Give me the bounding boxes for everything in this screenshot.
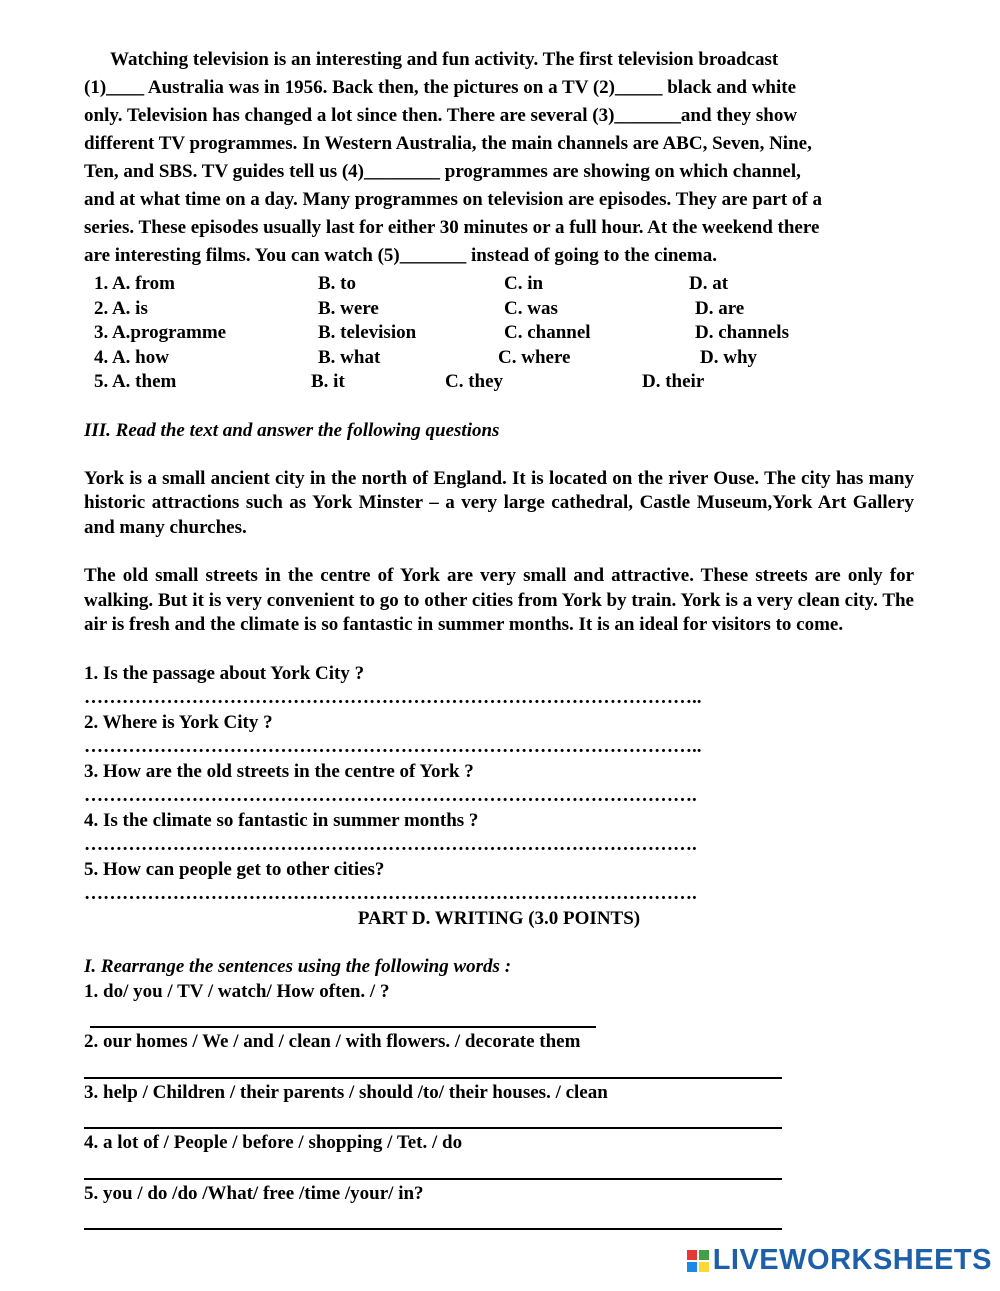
reading2-paragraph-2: The old small streets in the centre of York are very small and attractive. These streets are only for walking. But it is very convenient to go to other cities from York by train. York is a very clean city. The air is fresh and the climate is so fantastic in summer months. It is an ideal for visitors to come. bbox=[84, 565, 914, 635]
writing-answer-line-4[interactable] bbox=[84, 1156, 782, 1180]
question-1: 1. Is the passage about York City ? bbox=[84, 662, 365, 684]
writing-item-3: 3. help / Children / their parents / should /to/ their houses. / clean bbox=[84, 1081, 608, 1103]
answer-line-1[interactable]: …………………………………………………………………………………….. bbox=[84, 687, 702, 708]
option-d[interactable]: D. at bbox=[689, 273, 729, 294]
reading2-heading: III. Read the text and answer the following questions bbox=[84, 419, 500, 441]
liveworksheets-logo bbox=[687, 1244, 992, 1277]
reading1-line: are interesting films. You can watch (5)_______ instead of going to the cinema. bbox=[84, 245, 717, 266]
answer-line-3[interactable]: ……………………………………………………………………………………. bbox=[84, 785, 697, 806]
option-row-1 bbox=[84, 272, 914, 297]
reading1-line: series. These episodes usually last for either 30 minutes or a full hour. At the weekend there bbox=[84, 217, 820, 238]
question-3: 3. How are the old streets in the centre of York ? bbox=[84, 760, 474, 782]
reading1-line: (1)____ Australia was in 1956. Back then, the pictures on a TV (2)_____ black and white bbox=[84, 77, 797, 98]
option-c[interactable]: C. they bbox=[445, 371, 504, 392]
option-d[interactable]: D. channels bbox=[695, 322, 789, 343]
reading1-line: different TV programmes. In Western Australia, the main channels are ABC, Seven, Nine, bbox=[84, 133, 812, 154]
writing-answer-line-1[interactable] bbox=[90, 1004, 596, 1028]
option-row-2 bbox=[84, 297, 914, 322]
option-b[interactable]: B. to bbox=[318, 273, 356, 294]
question-list bbox=[84, 662, 914, 907]
writing-item-2: 2. our homes / We / and / clean / with flowers. / decorate them bbox=[84, 1031, 581, 1052]
option-a[interactable]: 2. A. is bbox=[94, 297, 148, 319]
answer-line-4[interactable]: ……………………………………………………………………………………. bbox=[84, 834, 697, 855]
reading1-line: Watching television is an interesting and fun activity. The first television broadcast bbox=[110, 49, 779, 70]
option-a[interactable]: 5. A. them bbox=[94, 371, 177, 392]
reading1-line: and at what time on a day. Many programmes on television are episodes. They are part of a bbox=[84, 189, 823, 210]
option-d[interactable]: D. are bbox=[695, 297, 745, 319]
option-a[interactable]: 3. A.programme bbox=[94, 322, 227, 343]
option-d[interactable]: D. why bbox=[700, 346, 758, 368]
option-row-4 bbox=[84, 346, 914, 371]
option-c[interactable]: C. in bbox=[504, 273, 544, 294]
writing-heading: I. Rearrange the sentences using the following words : bbox=[84, 956, 512, 977]
option-c[interactable]: C. where bbox=[498, 346, 571, 368]
writing-answer-line-5[interactable] bbox=[84, 1206, 782, 1230]
worksheet-page bbox=[84, 46, 914, 1230]
option-a[interactable]: 1. A. from bbox=[94, 273, 175, 294]
part-d-title: PART D. WRITING (3.0 POINTS) bbox=[357, 907, 641, 929]
question-4: 4. Is the climate so fantastic in summer months ? bbox=[84, 809, 479, 831]
logo-text: LIVEWORKSHEETS bbox=[712, 1244, 992, 1276]
logo-blocks-icon bbox=[687, 1250, 709, 1272]
option-d[interactable]: D. their bbox=[642, 371, 705, 392]
option-row-3 bbox=[84, 321, 914, 346]
option-b[interactable]: B. what bbox=[318, 346, 381, 368]
writing-answer-line-2[interactable] bbox=[84, 1055, 782, 1079]
option-c[interactable]: C. channel bbox=[504, 322, 591, 343]
option-c[interactable]: C. was bbox=[504, 297, 558, 319]
option-row-5 bbox=[84, 370, 914, 395]
writing-answer-line-3[interactable] bbox=[84, 1105, 782, 1129]
writing-item-5: 5. you / do /do /What/ free /time /your/ in? bbox=[84, 1182, 424, 1204]
reading2-paragraph-1: York is a small ancient city in the north of England. It is located on the river Ouse. The city has many historic attractions such as York Minster – a very large cathedral, Castle Museum,York Art Gallery and many churches. bbox=[84, 467, 914, 538]
option-a[interactable]: 4. A. how bbox=[94, 346, 169, 368]
option-b[interactable]: B. were bbox=[318, 297, 379, 319]
answer-line-2[interactable]: …………………………………………………………………………………….. bbox=[84, 736, 702, 757]
options-list bbox=[84, 272, 914, 395]
answer-line-5[interactable]: ……………………………………………………………………………………. bbox=[84, 883, 697, 904]
question-2: 2. Where is York City ? bbox=[84, 711, 273, 733]
reading1-passage bbox=[84, 46, 914, 270]
writing-items bbox=[84, 980, 914, 1231]
question-5: 5. How can people get to other cities? bbox=[84, 858, 385, 880]
reading1-line: only. Television has changed a lot since then. There are several (3)_______and they show bbox=[84, 105, 798, 126]
writing-item-1: 1. do/ you / TV / watch/ How often. / ? bbox=[84, 980, 390, 1002]
reading1-line: Ten, and SBS. TV guides tell us (4)________ programmes are showing on which channel, bbox=[84, 161, 801, 182]
option-b[interactable]: B. it bbox=[311, 371, 345, 392]
option-b[interactable]: B. television bbox=[318, 322, 417, 343]
writing-item-4: 4. a lot of / People / before / shopping / Tet. / do bbox=[84, 1132, 463, 1153]
